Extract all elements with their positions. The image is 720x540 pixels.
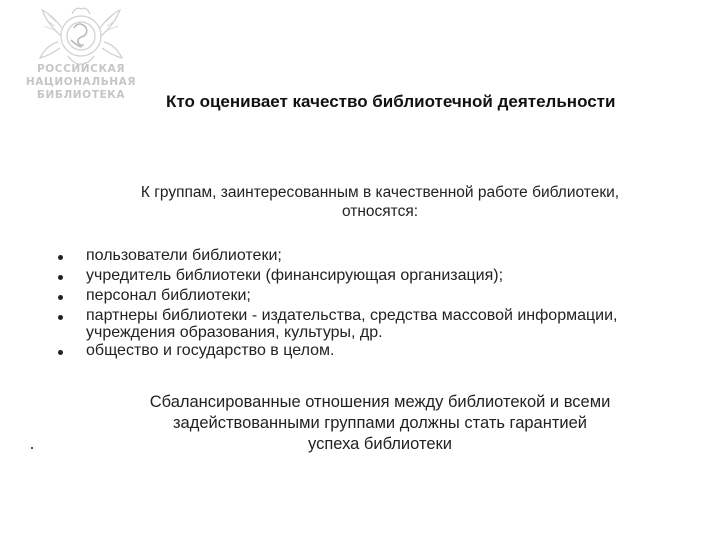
intro-line: К группам, заинтересованным в качественной работе библиотеки,: [140, 184, 620, 201]
intro-paragraph: [100, 183, 660, 221]
list-item: [0, 266, 720, 286]
list-item-text: персонал библиотеки;: [86, 287, 251, 304]
bullet-icon: [58, 295, 63, 300]
list-item-text: пользователи библиотеки;: [86, 247, 282, 264]
bullet-icon: [58, 350, 63, 355]
bullet-icon: [58, 255, 63, 260]
list-item: [0, 341, 720, 361]
logo-line: НАЦИОНАЛЬНАЯ: [25, 76, 137, 88]
list-item: [0, 306, 720, 340]
intro-line: относятся:: [341, 203, 419, 220]
conclusion-line: Сбалансированные отношения между библиотекой и всеми: [149, 393, 611, 411]
page-title: Кто оценивает качество библиотечной деятельности: [166, 92, 616, 111]
list-item-text: общество и государство в целом.: [86, 342, 335, 359]
logo-line: БИБЛИОТЕКА: [36, 89, 126, 101]
list-item: [0, 286, 720, 306]
library-logo: [18, 6, 144, 124]
stray-dot: [31, 447, 33, 449]
conclusion-line: успеха библиотеки: [308, 435, 452, 453]
conclusion-paragraph: [90, 392, 670, 455]
bullet-icon: [58, 275, 63, 280]
logo-text: [18, 63, 144, 102]
list-item: [0, 246, 720, 266]
conclusion-line: задействованными группами должны стать гарантией: [172, 414, 588, 432]
logo-line: РОССИЙСКАЯ: [36, 63, 126, 75]
list-item-text: учредитель библиотеки (финансирующая организация);: [86, 267, 504, 284]
stakeholder-list: [0, 246, 720, 361]
bullet-icon: [58, 315, 63, 320]
eagle-emblem-icon: [38, 6, 124, 68]
list-item-text: учреждения образования, культуры, др.: [86, 324, 383, 341]
list-item-text: партнеры библиотеки - издательства, средства массовой информации,: [86, 307, 618, 324]
